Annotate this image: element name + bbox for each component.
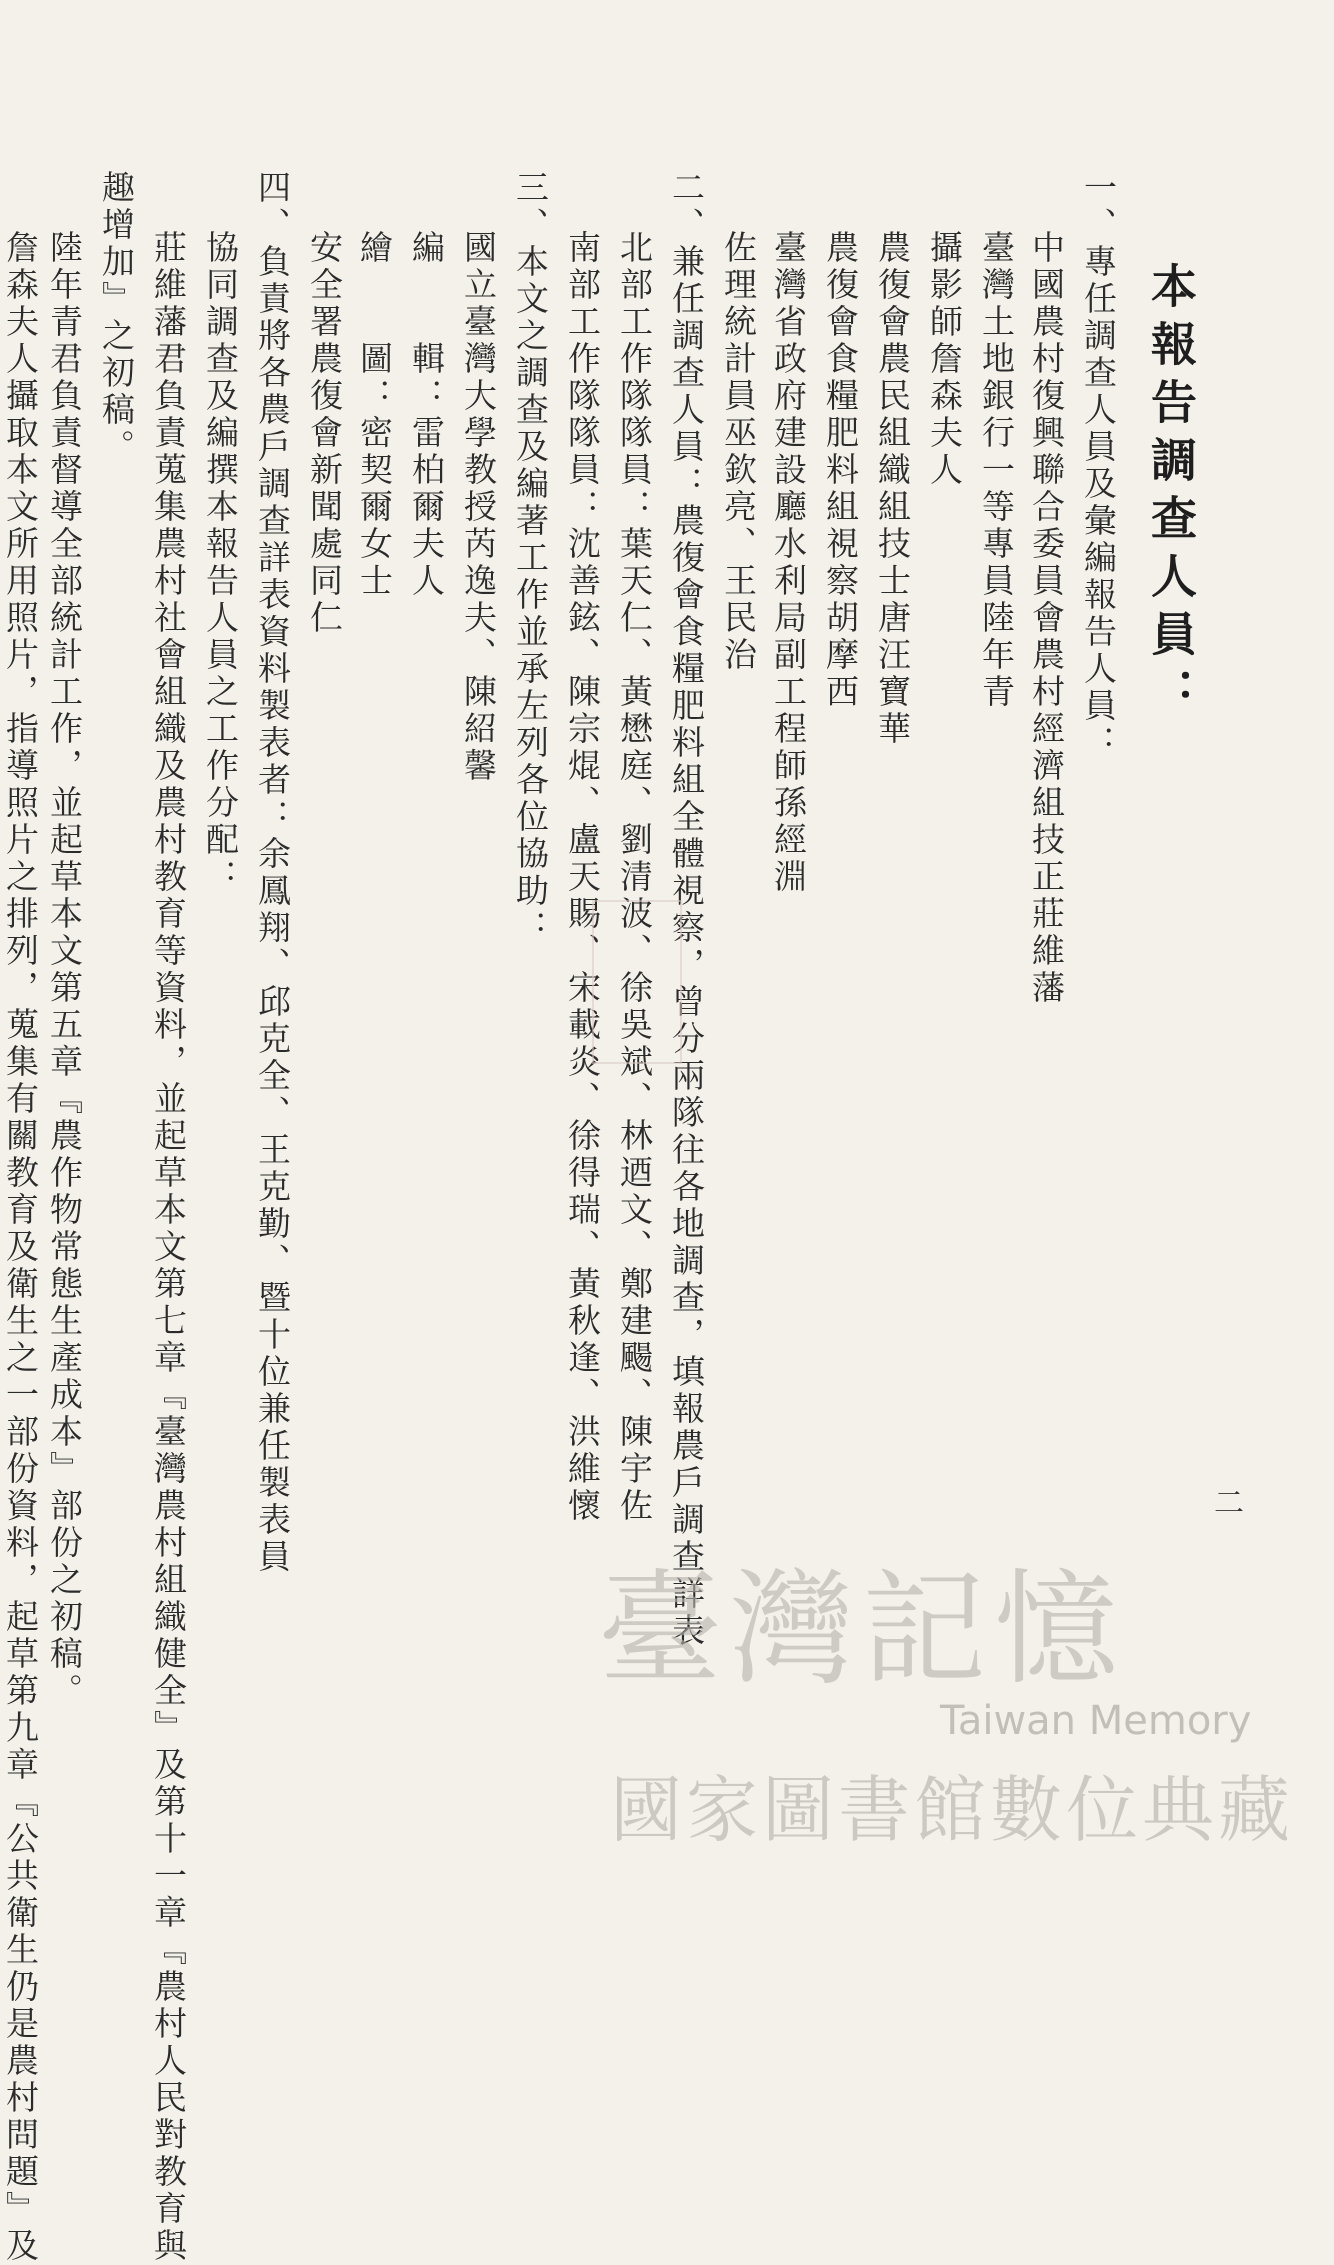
watermark-chinese: 國家圖書館數位典藏 <box>610 1768 1295 1852</box>
text-column-10: 北部工作隊隊員：葉天仁、黃懋庭、劉清波、徐吳斌、林迺文、鄭建颺、陳宇佐 <box>615 230 654 1525</box>
text-column-8: 佐理統計員巫欽亮、王民治 <box>719 230 758 674</box>
text-column-18: 協同調查及編撰本報告人員之工作分配： <box>201 230 240 896</box>
watermark-logo-text: 臺灣記憶 <box>598 1558 1127 1702</box>
text-column-9: 二、兼任調查人員：農復會食糧肥料組全體視察，曾分兩隊往各地調查，填報農戶調查詳表 <box>667 170 706 1650</box>
text-column-5: 農復會農民組織組技士唐汪寶華 <box>873 230 912 748</box>
page-title: 本報告調查人員： <box>1144 262 1198 726</box>
page-number: 二 <box>1214 1486 1244 1521</box>
text-column-21: 陸年青君負責督導全部統計工作，並起草本文第五章『農作物常態生產成本』部份之初稿。 <box>45 230 84 1710</box>
text-column-13: 國立臺灣大學教授芮逸夫、陳紹馨 <box>459 230 498 785</box>
text-column-14: 編 輯：雷柏爾夫人 <box>407 230 446 600</box>
text-column-15: 繪 圖：密契爾女士 <box>355 230 394 600</box>
text-column-12: 三、本文之調查及編著工作並承左列各位協助： <box>511 170 550 947</box>
text-column-20: 趣增加』之初稿。 <box>97 170 136 466</box>
library-stamp <box>592 900 682 1064</box>
text-column-3: 臺灣土地銀行一等專員陸年青 <box>977 230 1016 711</box>
text-column-16: 安全署農復會新聞處同仁 <box>305 230 344 637</box>
text-column-4: 攝影師詹森夫人 <box>925 230 964 489</box>
text-column-7: 臺灣省政府建設廳水利局副工程師孫經淵 <box>769 230 808 896</box>
watermark-english: Taiwan Memory <box>940 1698 1252 1744</box>
text-column-2: 中國農村復興聯合委員會農村經濟組技正莊維藩 <box>1027 230 1066 1007</box>
text-column-11: 南部工作隊隊員：沈善鉉、陳宗焜、盧天賜、宋載炎、徐得瑞、黃秋逢、洪維懷 <box>563 230 602 1525</box>
text-column-22: 詹森夫人攝取本文所用照片，指導照片之排列，蒐集有關教育及衛生之一部份資料，起草第九章『公共衛生仍是農村問題』及 <box>1 230 40 2265</box>
text-column-6: 農復會食糧肥料組視察胡摩西 <box>821 230 860 711</box>
text-column-17: 四、負責將各農戶調查詳表資料製表者：余鳳翔、邱克全、王克勤、暨十位兼任製表員 <box>253 170 292 1576</box>
text-column-19: 莊維藩君負責蒐集農村社會組織及農村教育等資料，並起草本文第七章『臺灣農村組織健全』及第十一章『農村人民對教育與 <box>149 230 188 2265</box>
text-column-1: 一、專任調查人員及彙編報告人員： <box>1079 170 1118 762</box>
